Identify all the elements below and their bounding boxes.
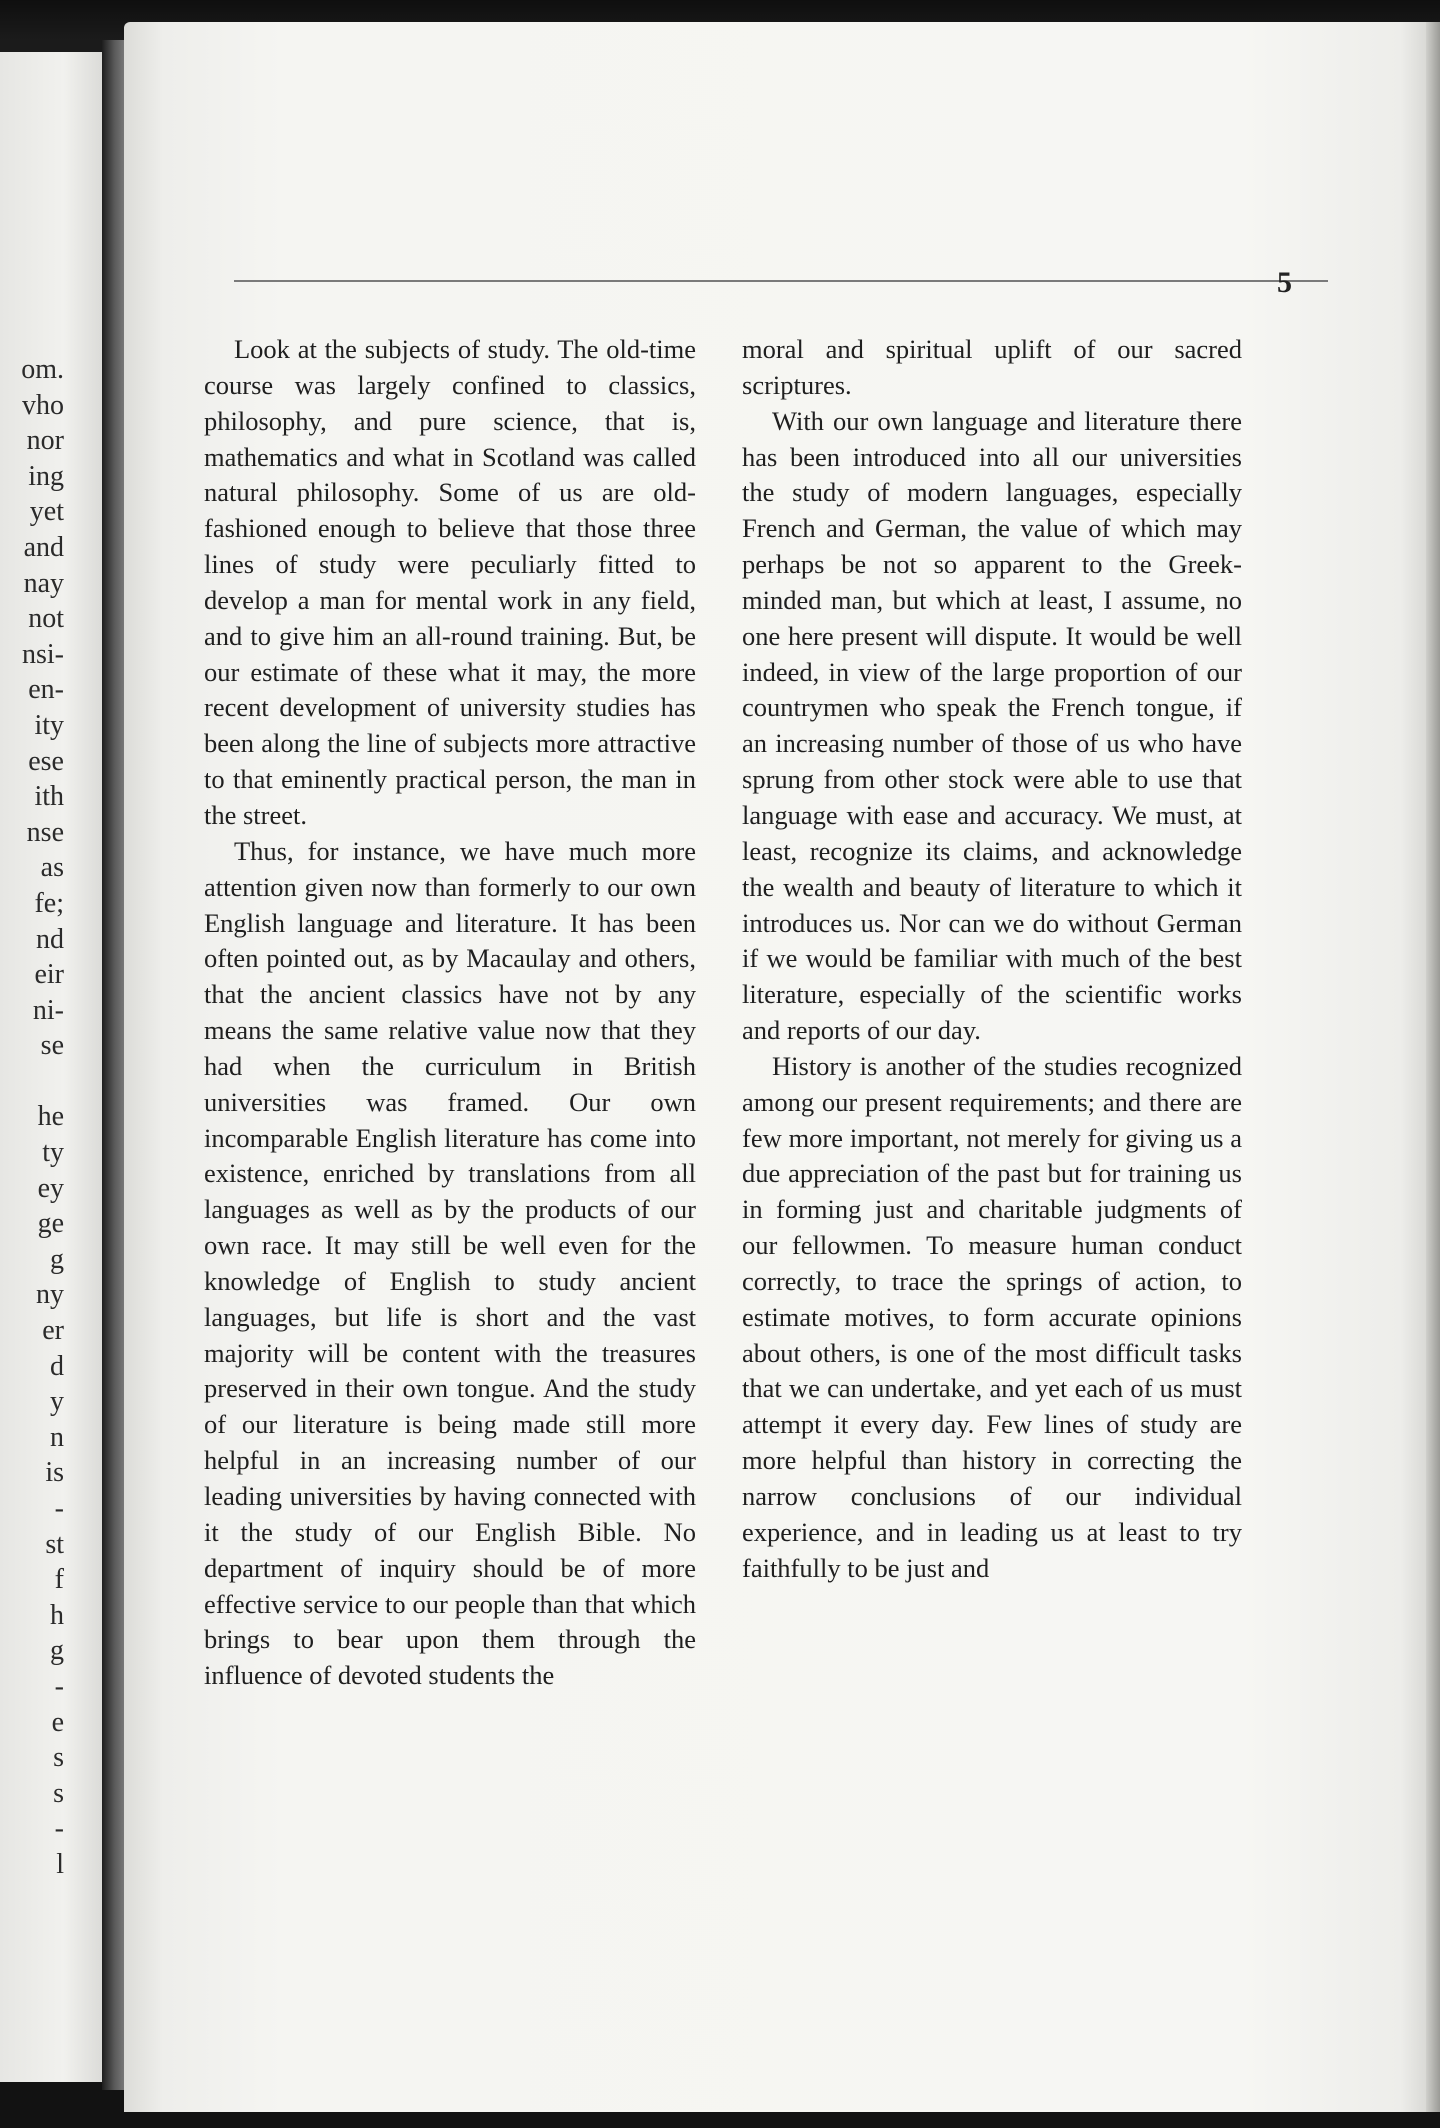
facing-page-fragment: - xyxy=(54,1670,64,1702)
facing-page-fragment: d xyxy=(50,1350,64,1382)
header-rule xyxy=(234,280,1328,282)
facing-page-fragment: ese xyxy=(28,745,64,777)
facing-page-fragment: er xyxy=(42,1315,64,1347)
facing-page-fragment: e xyxy=(51,1706,64,1738)
facing-page-fragment: g xyxy=(50,1635,64,1667)
facing-page-fragment: l xyxy=(56,1848,64,1880)
facing-page-fragment: fe; xyxy=(34,887,64,919)
facing-page-fragment: y xyxy=(50,1386,64,1418)
paragraph: History is another of the studies recognized among our present requirements; and there are few more important, not merely for giving us a due appreciation of the past but for training us in forming just and charitable judgments of our fellowmen. To measure human conduct correctly, to trace the springs of action, to estimate motives, to form accurate opinions about others, is one of the most difficult tasks that we can undertake, and yet each of us must attempt it every day. Few lines of study are more helpful than history in correcting the narrow conclusions of our individual experience, and in leading us at least to try faithfully to be just and xyxy=(742,1050,1242,1583)
facing-page-fragment: s xyxy=(53,1777,64,1809)
facing-page-text-fragments xyxy=(0,352,64,1883)
facing-page-fragment: ing xyxy=(28,460,64,492)
facing-page-fragment: nd xyxy=(36,923,64,955)
facing-page-fragment: is xyxy=(45,1457,64,1489)
facing-page-fragment: - xyxy=(54,1493,64,1524)
facing-page-fragment: en- xyxy=(28,674,64,706)
facing-page-fragment: om. xyxy=(21,354,64,385)
facing-page-fragment: st xyxy=(45,1528,64,1560)
facing-page-fragment: ty xyxy=(42,1137,64,1169)
facing-page-fragment: ith xyxy=(34,781,64,813)
facing-page-fragment: and xyxy=(23,531,64,563)
facing-page-fragment: nsi- xyxy=(22,638,64,670)
facing-page-fragment: yet xyxy=(29,496,64,528)
paragraph: With our own language and literature there has been introduced into all our universities the study of modern languages, especially French and German, the value of which may perhaps be not so apparent to the Greek-minded man, but which at least, I assume, no one here present will dispute. It would be well indeed, in view of the large proportion of our countrymen who speak the French tongue, if an increasing number of those of us who have sprung from other stock were able to use that language with ease and accuracy. We must, at least, recognize its claims, and acknowledge the wealth and beauty of literature to which it introduces us. Nor can we do without German if we would be familiar with much of the best literature, especially of the scientific works and reports of our day. xyxy=(742,405,1242,1046)
facing-page-fragment: g xyxy=(50,1243,64,1275)
facing-page-fragment: ny xyxy=(36,1279,64,1311)
facing-page-fragment: nse xyxy=(26,816,64,848)
paragraph: Look at the subjects of study. The old-time course was largely confined to classics, philosophy, and pure science, that is, mathematics and what in Scotland was called natural philosophy. Some of us are old-fashioned enough to believe that those three lines of study were peculiarly fitted to develop a man for mental work in any field, and to give him an all-round training. But, be our estimate of these what it may, the more recent development of university studies has been along the line of subjects more attractive to that eminently practical person, the man in the street. xyxy=(204,334,696,830)
facing-page-fragment: f xyxy=(54,1564,64,1596)
facing-page-fragment: h xyxy=(50,1599,64,1631)
facing-page-fragment: nay xyxy=(23,567,64,599)
facing-page-fragment: nor xyxy=(26,425,64,457)
facing-page-fragment: not xyxy=(28,603,64,635)
facing-page-edge xyxy=(0,52,106,2082)
facing-page-fragment: he xyxy=(37,1101,64,1133)
page-number: 5 xyxy=(1277,266,1292,299)
paragraph: Thus, for instance, we have much more attention given now than formerly to our own English language and literature. It has been often pointed out, as by Macaulay and others, that the ancient classics have not by any means the same relative value now that they had when the curriculum in British universities was framed. Our own incomparable English literature has come into existence, enriched by translations from all languages as well as by the products of our own race. It may still be well even for the knowledge of English to study ancient languages, but life is short and the vast majority will be content with the treasures preserved in their own tongue. And the study of our literature is being made still more helpful in an increasing number of our leading universities by having connected with it the study of our English Bible. No department of inquiry should be of more effective service to our people than that which brings to bear upon them through the influence of devoted students the xyxy=(204,835,696,1691)
facing-page-fragment xyxy=(0,1064,64,1100)
facing-page-fragment: ity xyxy=(34,709,64,741)
facing-page-fragment: - xyxy=(54,1813,64,1845)
facing-page-fragment: eir xyxy=(34,959,64,991)
document-page xyxy=(124,22,1440,2112)
facing-page-fragment: n xyxy=(50,1421,64,1453)
left-column xyxy=(204,332,696,1694)
right-column xyxy=(742,332,1242,1587)
facing-page-fragment: s xyxy=(53,1742,64,1774)
facing-page-fragment: vho xyxy=(22,389,64,421)
facing-page-fragment: se xyxy=(40,1030,64,1062)
facing-page-fragment: as xyxy=(40,852,64,884)
facing-page-fragment: ni- xyxy=(32,994,64,1026)
facing-page-fragment: ey xyxy=(37,1172,64,1204)
facing-page-fragment: ge xyxy=(37,1208,64,1240)
paragraph-continued: moral and spiritual uplift of our sacred scriptures. xyxy=(742,334,1242,400)
page-edge xyxy=(1426,22,1440,2112)
